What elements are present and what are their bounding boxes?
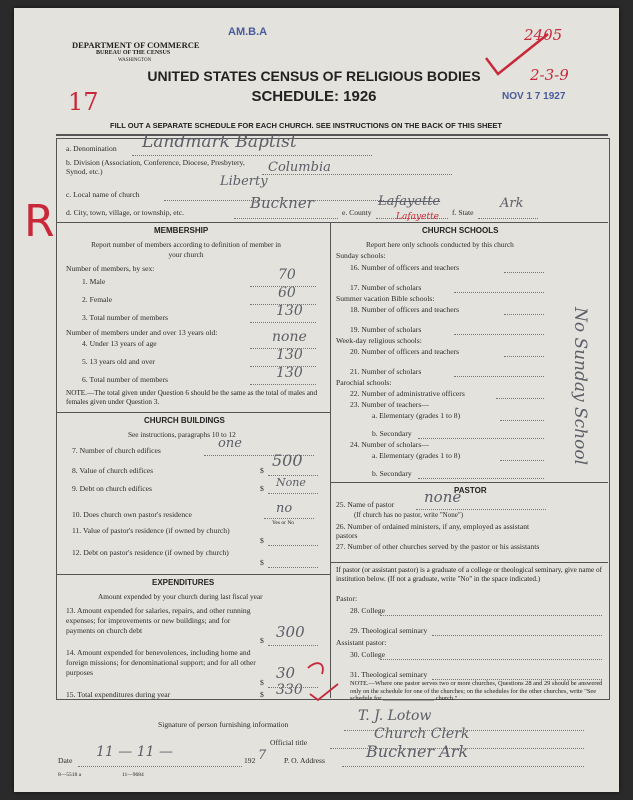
signature-value: T. J. Lotow — [358, 708, 432, 724]
official-title-value: Church Clerk — [374, 726, 470, 742]
red-mark-17: 17 — [68, 88, 99, 116]
sunday-schools-label: Sunday schools: — [336, 251, 386, 260]
q8-value: 500 — [272, 451, 303, 470]
q28-label: 28. College — [350, 606, 386, 615]
date-year-value: 7 — [258, 748, 267, 763]
q11-dollar: $ — [260, 536, 264, 545]
age-heading: Number of members under and over 13 years old: — [66, 328, 218, 337]
graduate-note: If pastor (or assistant pastor) is a graduate of a college or theological seminary, give name of institution below. (If not a graduate, write "No" in the space indicated.) — [336, 566, 602, 583]
q7-label: 7. Number of church edifices — [72, 446, 161, 455]
q25-hint: (If church has no pastor, write "None") — [354, 511, 464, 519]
denomination-value: Landmark Baptist — [142, 132, 297, 152]
city-value: Buckner — [250, 194, 314, 212]
county-label: e. County — [342, 208, 372, 217]
q14-dollar: $ — [260, 678, 264, 687]
q6-value: 130 — [276, 365, 303, 381]
q23b-label: b. Secondary — [372, 429, 412, 438]
q3-label: 3. Total number of members — [82, 313, 169, 322]
red-tick-icon — [304, 658, 344, 702]
form-title: UNITED STATES CENSUS OF RELIGIOUS BODIES — [147, 68, 481, 84]
pastor-sub-label: Pastor: — [336, 594, 358, 603]
q9-dollar: $ — [260, 484, 264, 493]
county-value: Lafayette — [378, 194, 441, 209]
red-mark-number: 2405 — [524, 26, 563, 44]
q26-label: 26. Number of ordained ministers, if any, employed as assistant pastors — [336, 522, 530, 540]
q24b-label: b. Secondary — [372, 469, 412, 478]
form-code: 8—5518 a — [58, 772, 82, 778]
q2-value: 60 — [278, 285, 296, 301]
membership-note: NOTE.—The total given under Question 6 should be the same as the total of males and females given under Question 3. — [66, 389, 318, 406]
q23-label: 23. Number of teachers— — [350, 400, 429, 409]
q4-label: 4. Under 13 years of age — [82, 339, 157, 348]
q1-label: 1. Male — [82, 277, 106, 286]
q4-value: none — [272, 329, 307, 345]
red-check-icon — [482, 30, 552, 80]
date-value: 11 — 11 — — [96, 744, 173, 760]
q9-label: 9. Debt on church edifices — [72, 484, 152, 493]
q17-label: 17. Number of scholars — [350, 283, 422, 292]
q6-label: 6. Total number of members — [82, 375, 169, 384]
membership-intro: Report number of members according to definition of member in your church — [91, 240, 281, 259]
q20-label: 20. Number of officers and teachers — [350, 347, 460, 356]
parochial-schools-label: Parochial schools: — [336, 378, 392, 387]
state-label: f. State — [452, 208, 474, 217]
q23a-label: a. Elementary (grades 1 to 8) — [372, 411, 461, 420]
q5-value: 130 — [276, 347, 303, 363]
signature-label: Signature of person furnishing information — [158, 720, 289, 729]
received-date-stamp: NOV 1 7 1927 — [502, 91, 566, 102]
q13-label: 13. Amount expended for salaries, repairs, and other running expenses; for improvements or new buildings; and for payments on church debt — [66, 606, 251, 635]
q2-label: 2. Female — [82, 295, 112, 304]
form-subtitle: SCHEDULE: 1926 — [251, 88, 377, 105]
red-mark-r: R — [24, 196, 55, 247]
q10-hint: Yes or No — [272, 520, 295, 526]
local-name-label: c. Local name of church — [66, 190, 140, 199]
official-title-label: Official title — [270, 738, 308, 747]
q14-label: 14. Amount expended for benevolences, including home and foreign missions; for denominational support; and for all other purposes — [66, 648, 256, 677]
po-address-value: Buckner Ark — [366, 742, 469, 761]
summer-schools-label: Summer vacation Bible schools: — [336, 294, 435, 303]
schools-heading: CHURCH SCHOOLS — [422, 226, 499, 235]
schools-intro: Report here only schools conducted by this church — [366, 240, 514, 249]
q22-label: 22. Number of administrative officers — [350, 389, 465, 398]
q15-label: 15. Total expenditures during year — [66, 690, 171, 699]
department-name: DEPARTMENT OF COMMERCE — [72, 40, 200, 50]
q12-dollar: $ — [260, 558, 264, 567]
q8-dollar: $ — [260, 466, 264, 475]
membership-heading: MEMBERSHIP — [154, 226, 209, 235]
red-mark-date: 2-3-9 — [530, 66, 569, 84]
q15-dollar: $ — [260, 690, 264, 699]
q5-label: 5. 13 years old and over — [82, 357, 155, 366]
bureau-city: WASHINGTON — [118, 58, 152, 63]
q31-label: 31. Theological seminary — [350, 670, 428, 679]
q10-value: no — [276, 501, 293, 516]
local-name-value: Liberty — [220, 174, 268, 189]
q14-value: 30 — [276, 664, 296, 682]
date-year-label: 192 — [244, 756, 256, 765]
schools-side-note: No Sunday School — [570, 306, 590, 466]
q13-dollar: $ — [260, 636, 264, 645]
q10-label: 10. Does church own pastor's residence — [72, 510, 192, 519]
division-value: Columbia — [268, 160, 331, 175]
form-code-2: 11—9684 — [122, 772, 144, 778]
q27-label: 27. Number of other churches served by the pastor or his assistants — [336, 542, 540, 551]
q18-label: 18. Number of officers and teachers — [350, 305, 460, 314]
pastor-note: NOTE.—Where one pastor serves two or more churches, Questions 28 and 29 should be answered only on the schedule for one of the churches; on the schedules for the other churches, write "See schedule for ________________ church." — [350, 680, 603, 702]
q15-value: 330 — [276, 682, 303, 698]
county-correction: Lafayette — [396, 212, 440, 222]
assistant-pastor-label: Assistant pastor: — [336, 638, 387, 647]
pastor-heading: PASTOR — [454, 486, 487, 495]
q1-value: 70 — [278, 267, 296, 283]
city-label: d. City, town, village, or township, etc. — [66, 208, 185, 217]
q9-value: None — [276, 476, 306, 489]
buildings-heading: CHURCH BUILDINGS — [144, 416, 225, 425]
q3-value: 130 — [276, 303, 303, 319]
expenditures-intro: Amount expended by your church during last fiscal year — [98, 592, 263, 601]
division-label: b. Division (Association, Conference, Diocese, Presbytery, Synod, etc.) — [66, 158, 245, 176]
top-stamp: AM.B.A — [228, 26, 268, 38]
q24a-label: a. Elementary (grades 1 to 8) — [372, 451, 461, 460]
q25-value: none — [424, 488, 462, 506]
q24-label: 24. Number of scholars— — [350, 440, 429, 449]
members-by-sex: Number of members, by sex: — [66, 264, 155, 273]
q12-label: 12. Debt on pastor's residence (if owned by church) — [72, 548, 229, 557]
bureau-name: BUREAU OF THE CENSUS — [96, 50, 171, 56]
q13-value: 300 — [276, 623, 305, 641]
q29-label: 29. Theological seminary — [350, 626, 428, 635]
denomination-label: a. Denomination — [66, 144, 117, 153]
date-label: Date — [58, 756, 73, 765]
expenditures-heading: EXPENDITURES — [152, 578, 215, 587]
q11-label: 11. Value of pastor's residence (if owned by church) — [72, 526, 230, 535]
q21-label: 21. Number of scholars — [350, 367, 422, 376]
buildings-instruction: See instructions, paragraphs 10 to 12 — [128, 430, 236, 439]
q16-label: 16. Number of officers and teachers — [350, 263, 460, 272]
q19-label: 19. Number of scholars — [350, 325, 422, 334]
q7-value: one — [218, 436, 242, 451]
state-value: Ark — [500, 196, 524, 211]
q8-label: 8. Value of church edifices — [72, 466, 154, 475]
form-instruction: FILL OUT A SEPARATE SCHEDULE FOR EACH CHURCH. SEE INSTRUCTIONS ON THE BACK OF THIS SHEET — [110, 121, 502, 130]
po-address-label: P. O. Address — [284, 756, 325, 765]
q25-label: 25. Name of pastor — [336, 500, 395, 509]
census-schedule-sheet — [14, 8, 619, 792]
weekday-schools-label: Week-day religious schools: — [336, 336, 422, 345]
q30-label: 30. College — [350, 650, 386, 659]
